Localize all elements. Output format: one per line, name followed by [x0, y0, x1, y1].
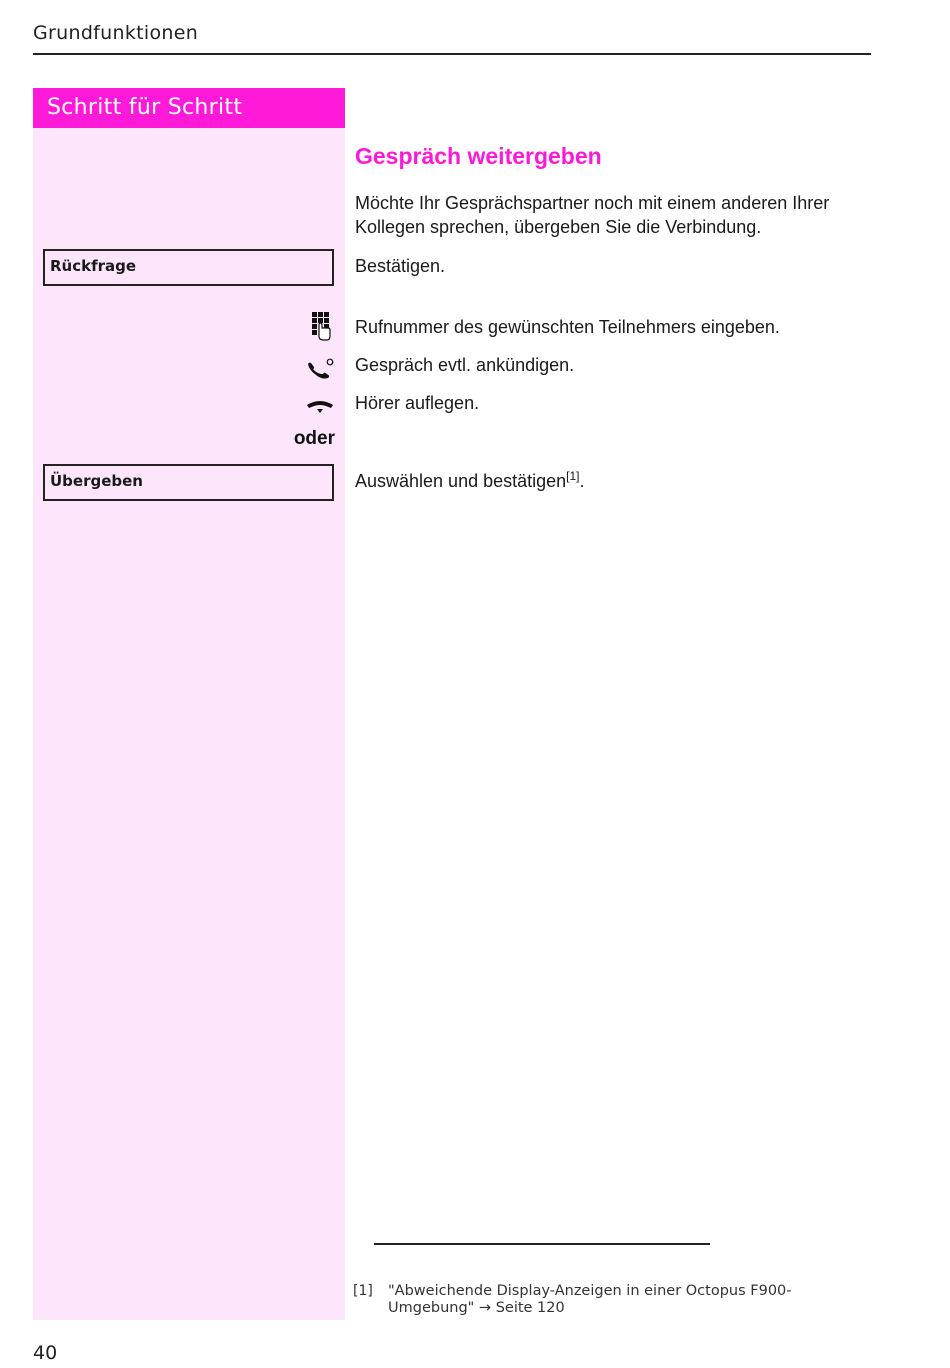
intro-paragraph: Möchte Ihr Gesprächspartner noch mit einem anderen Ihrer Kollegen sprechen, übergeben Sie die Verbindung. [355, 193, 830, 237]
footnote-text[interactable]: "Abweichende Display-Anzeigen in einer Octopus F900-Umgebung" → Seite 120 [388, 1283, 792, 1316]
footnote-divider [374, 1243, 710, 1245]
step-hangup-text: Hörer auflegen. [355, 393, 480, 413]
keypad-icon [305, 311, 335, 341]
oder-label: oder [293, 428, 335, 449]
step-select-period: . [579, 471, 585, 491]
uebergeben-key[interactable]: Übergeben [43, 464, 334, 501]
header-divider [33, 53, 871, 55]
step-select-label: Auswählen und bestätigen [355, 471, 567, 491]
step-dial-text: Rufnummer des gewünschten Teilnehmers eingeben. [355, 317, 780, 337]
footnote-reference[interactable]: [1] [566, 469, 580, 483]
page-header-title: Grundfunktionen [33, 22, 199, 44]
footnote-number: [1] [353, 1283, 373, 1299]
step-confirm-text: Bestätigen. [355, 256, 446, 276]
step-select-text [355, 469, 585, 493]
step-announce-text: Gespräch evtl. ankündigen. [355, 355, 575, 375]
sidebar-title: Schritt für Schritt [33, 88, 345, 128]
handset-speak-icon [305, 353, 335, 383]
section-title: Gespräch weitergeben [355, 143, 602, 169]
page-number: 40 [33, 1342, 58, 1364]
handset-down-icon [305, 391, 335, 421]
rueckfrage-key[interactable]: Rückfrage [43, 249, 334, 286]
